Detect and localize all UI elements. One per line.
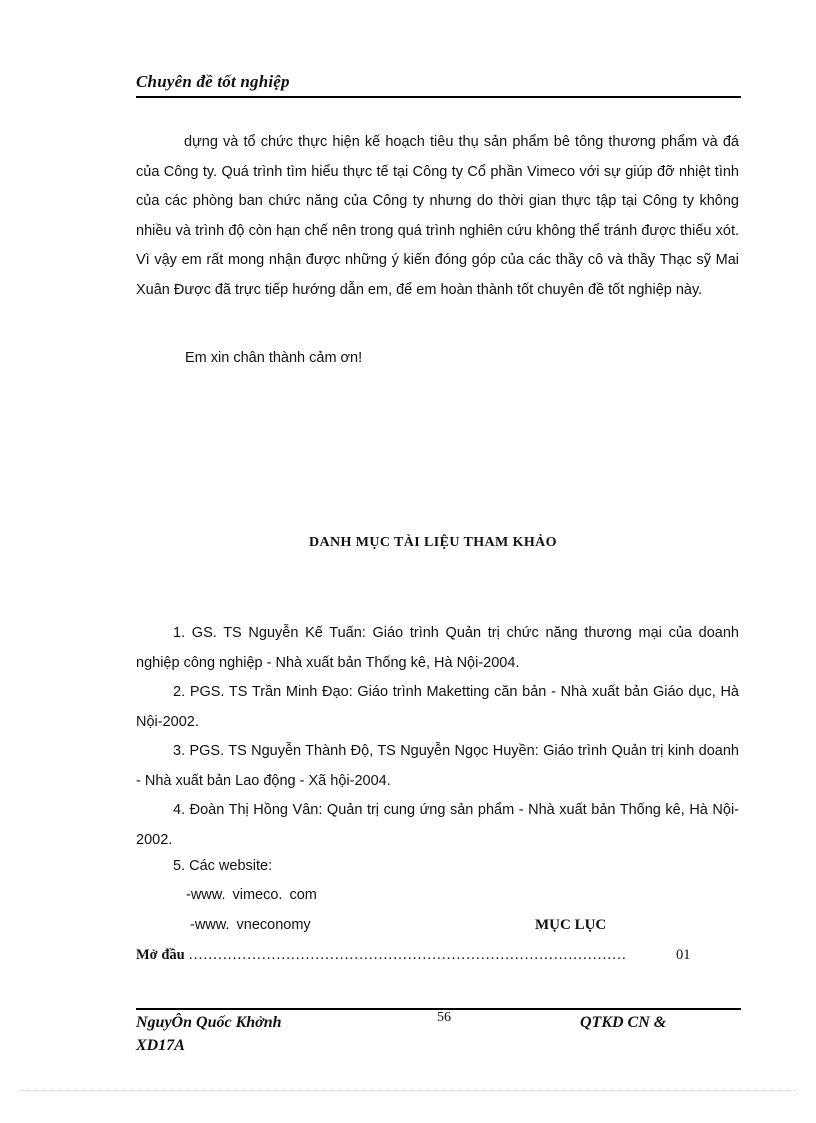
page-number: 56 — [437, 1010, 451, 1025]
toc-title: MỤC LỤC — [535, 917, 607, 933]
reference-item: 4. Đoàn Thị Hồng Vân: Quản trị cung ứng sản phẩm - Nhà xuất bản Thống kê, Hà Nội-2002. — [136, 802, 739, 848]
toc-entry-page: 01 — [676, 947, 691, 963]
footer-class-code: XD17A — [136, 1037, 185, 1054]
reference-item: 1. GS. TS Nguyễn Kế Tuấn: Giáo trình Quản trị chức năng thương mại của doanh nghiệp công nghiệp - Nhà xuất bản Thống kê, Hà Nội-2004. — [136, 625, 739, 671]
header-title: Chuyên đề tốt nghiệp — [136, 72, 290, 91]
body-paragraph: dựng và tổ chức thực hiện kế hoạch tiêu thụ sản phẩm bê tông thương phẩm và đá của Công ty. Quá trình tìm hiểu thực tế tại Công ty Cổ phần Vimeco với sự giúp đỡ nhiệt tình của các phòng ban chức năng của Công ty nhưng do thời gian thực tập tại Công ty không nhiều và trình độ còn hạn chế nên trong quá trình nghiên cứu không thể tránh được thiếu xót. Vì vậy em rất mong nhận được những ý kiến đóng góp của các thầy cô và thầy Thạc sỹ Mai Xuân Được đã trực tiếp hướng dẫn em, để em hoàn thành tốt chuyên đề tốt nghiệp này. — [136, 134, 739, 298]
reference-item: 5. Các website: — [173, 858, 273, 874]
website-link: -www. vimeco. com — [186, 887, 317, 903]
reference-item: 3. PGS. TS Nguyễn Thành Độ, TS Nguyễn Ngọc Huyền: Giáo trình Quản trị kinh doanh - Nhà xuất bản Lao động - Xã hội-2004. — [136, 743, 739, 789]
toc-entry — [136, 947, 701, 964]
toc-entry-label: Mở đầu — [136, 947, 185, 963]
references-heading: DANH MỤC TÀI LIỆU THAM KHẢO — [309, 535, 557, 550]
website-link: -www. vneconomy — [190, 917, 311, 933]
toc-entry-leader: ……………………………………………………………………………… — [188, 947, 627, 963]
page-edge-divider — [20, 1090, 796, 1091]
footer-author: NguyÔn Quốc Khởnh — [136, 1014, 282, 1031]
reference-item: 2. PGS. TS Trần Minh Đạo: Giáo trình Maketting căn bản - Nhà xuất bản Giáo dục, Hà Nội-2002. — [136, 684, 739, 730]
thanks-line: Em xin chân thành cảm ơn! — [185, 350, 363, 366]
footer-department: QTKD CN & — [580, 1014, 667, 1031]
header-rule — [136, 96, 741, 98]
